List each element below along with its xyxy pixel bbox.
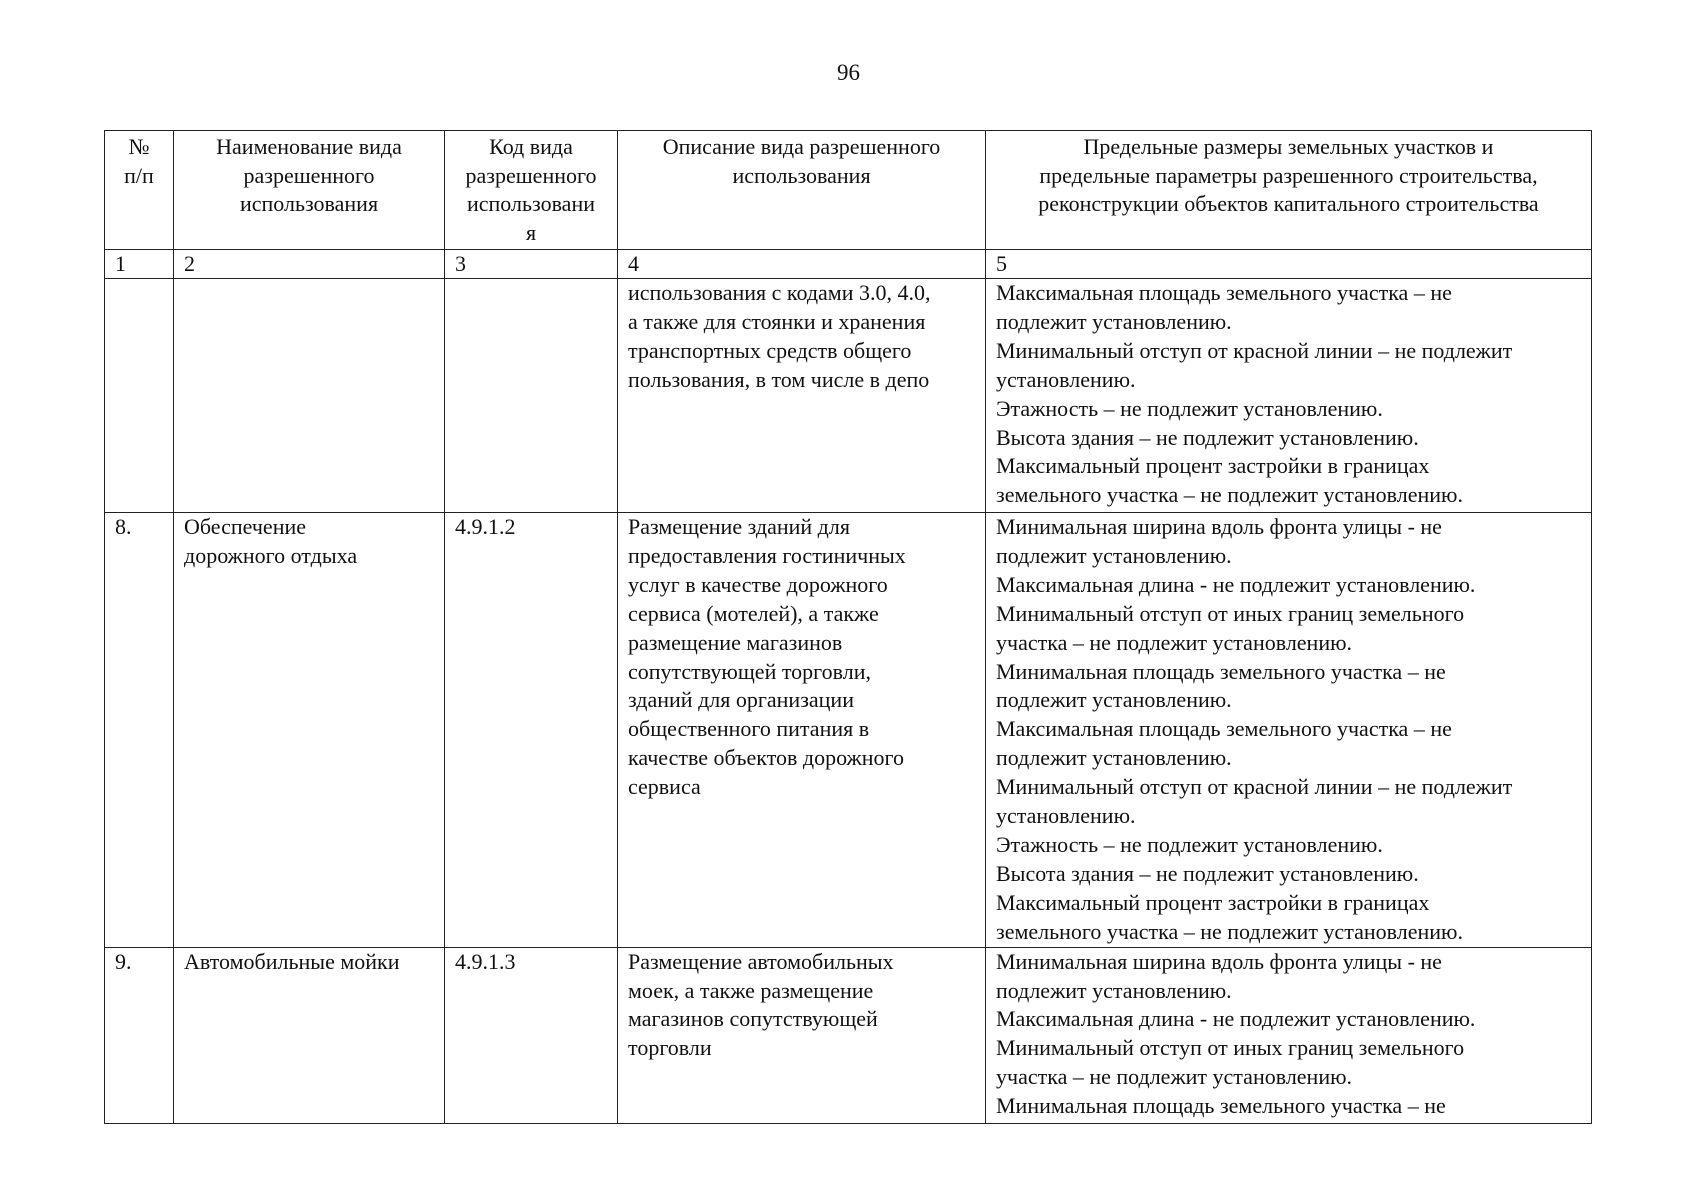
text-line: реконструкции объектов капитального строительства [1038, 191, 1539, 216]
text-line: Максимальная длина - не подлежит установлению. [996, 1006, 1476, 1032]
text-line: Минимальная площадь земельного участка – не [996, 658, 1446, 684]
text-line: я [525, 219, 537, 245]
text-line: Автомобильные мойки [184, 948, 400, 974]
text-line: размещение магазинов [628, 629, 843, 655]
column-number: 5 [986, 250, 1592, 279]
text-line: земельного участка – не подлежит установлению. [996, 482, 1463, 508]
header-cell-parameters [986, 131, 1592, 250]
text-line: установлению. [996, 803, 1136, 829]
text-line: подлежит установлению. [996, 687, 1232, 713]
text-line: сервиса (мотелей), а также [628, 600, 879, 626]
text-line: Максимальная длина - не подлежит установлению. [996, 571, 1476, 597]
use-code-cell: 4.9.1.2 [445, 513, 618, 948]
text-line: Минимальная ширина вдоль фронта улицы - не [996, 948, 1442, 974]
text-line: предельные параметры разрешенного строительства, [1039, 162, 1538, 188]
use-name-cell [174, 513, 445, 948]
parameters-cell [986, 513, 1592, 948]
text-line: Этажность – не подлежит установлению. [996, 831, 1383, 857]
text-line: земельного участка – не подлежит установлению. [996, 918, 1463, 944]
text-line: зданий для организации [628, 687, 854, 713]
use-name-cell [174, 947, 445, 1123]
text-line: использования [732, 162, 871, 188]
header-cell-code [445, 131, 618, 250]
text-line: Размещение зданий для [628, 514, 850, 539]
text-line: общественного питания в [628, 716, 870, 742]
text-line: дорожного отдыха [184, 542, 358, 568]
use-description-cell [618, 513, 986, 948]
column-number-row [105, 250, 1592, 279]
text-line: транспортных средств общего [628, 337, 912, 363]
text-line: подлежит установлению. [996, 977, 1232, 1003]
header-cell-description [618, 131, 986, 250]
text-line: Минимальная ширина вдоль фронта улицы - не [996, 514, 1442, 539]
text-line: Обеспечение [184, 514, 306, 539]
text-line: подлежит установлению. [996, 308, 1232, 334]
column-number: 1 [105, 250, 174, 279]
land-use-table [104, 130, 1592, 1124]
text-line: Максимальный процент застройки в границах [996, 889, 1430, 915]
text-line: участка – не подлежит установлению. [996, 629, 1353, 655]
text-line: Предельные размеры земельных участков и [1083, 134, 1494, 159]
text-line: участка – не подлежит установлению. [996, 1064, 1353, 1090]
row-number-cell: 8. [105, 513, 174, 948]
text-line: торговли [628, 1035, 712, 1061]
use-name-cell [174, 279, 445, 513]
text-line: моек, а также размещение [628, 977, 874, 1003]
parameters-cell [986, 279, 1592, 513]
column-number: 4 [618, 250, 986, 279]
use-description-cell [618, 947, 986, 1123]
text-line: Максимальная площадь земельного участка – не [996, 280, 1452, 305]
text-line: Минимальный отступ от иных границ земельного [996, 600, 1465, 626]
text-line: использовани [466, 191, 595, 216]
text-line: Код вида [489, 134, 573, 159]
text-line: магазинов сопутствующей [628, 1006, 878, 1032]
text-line: № [128, 134, 150, 159]
header-row [105, 131, 1592, 250]
use-code-cell [445, 279, 618, 513]
text-line: разрешенного [465, 162, 597, 188]
text-line: установлению. [996, 366, 1136, 392]
table-row [105, 947, 1592, 1123]
header-cell-number [105, 131, 174, 250]
text-line: разрешенного [243, 162, 375, 188]
text-line: услуг в качестве дорожного [628, 571, 888, 597]
text-line: сопутствующей торговли, [628, 658, 871, 684]
text-line: Минимальный отступ от иных границ земельного [996, 1035, 1465, 1061]
table-row [105, 279, 1592, 513]
use-description-cell [618, 279, 986, 513]
text-line: п/п [124, 162, 154, 188]
text-line: сервиса [628, 774, 701, 800]
use-code-cell: 4.9.1.3 [445, 947, 618, 1123]
row-number-cell: 9. [105, 947, 174, 1123]
text-line: подлежит установлению. [996, 542, 1232, 568]
text-line: Наименование вида [216, 134, 402, 159]
text-line: Высота здания – не подлежит установлению. [996, 424, 1419, 450]
text-line: предоставления гостиничных [628, 542, 906, 568]
text-line: Минимальная площадь земельного участка – не [996, 1093, 1446, 1119]
text-line: использования [239, 191, 379, 216]
row-number-cell [105, 279, 174, 513]
parameters-cell [986, 947, 1592, 1123]
text-line: пользования, в том числе в депо [628, 366, 930, 392]
header-cell-name [174, 131, 445, 250]
text-line: Максимальный процент застройки в границах [996, 453, 1430, 479]
text-line: а также для стоянки и хранения [628, 308, 926, 334]
text-line: Высота здания – не подлежит установлению. [996, 860, 1419, 886]
column-number: 2 [174, 250, 445, 279]
text-line: подлежит установлению. [996, 745, 1232, 771]
column-number: 3 [445, 250, 618, 279]
text-line: качестве объектов дорожного [628, 745, 905, 771]
text-line: Минимальный отступ от красной линии – не подлежит [996, 337, 1513, 363]
page-number: 96 [837, 60, 860, 85]
text-line: Описание вида разрешенного [662, 134, 941, 159]
text-line: Минимальный отступ от красной линии – не подлежит [996, 774, 1513, 800]
text-line: использования с кодами 3.0, 4.0, [628, 280, 931, 305]
text-line: Размещение автомобильных [628, 948, 894, 974]
text-line: Максимальная площадь земельного участка – не [996, 716, 1452, 742]
text-line: Этажность – не подлежит установлению. [996, 395, 1383, 421]
table-row [105, 513, 1592, 948]
